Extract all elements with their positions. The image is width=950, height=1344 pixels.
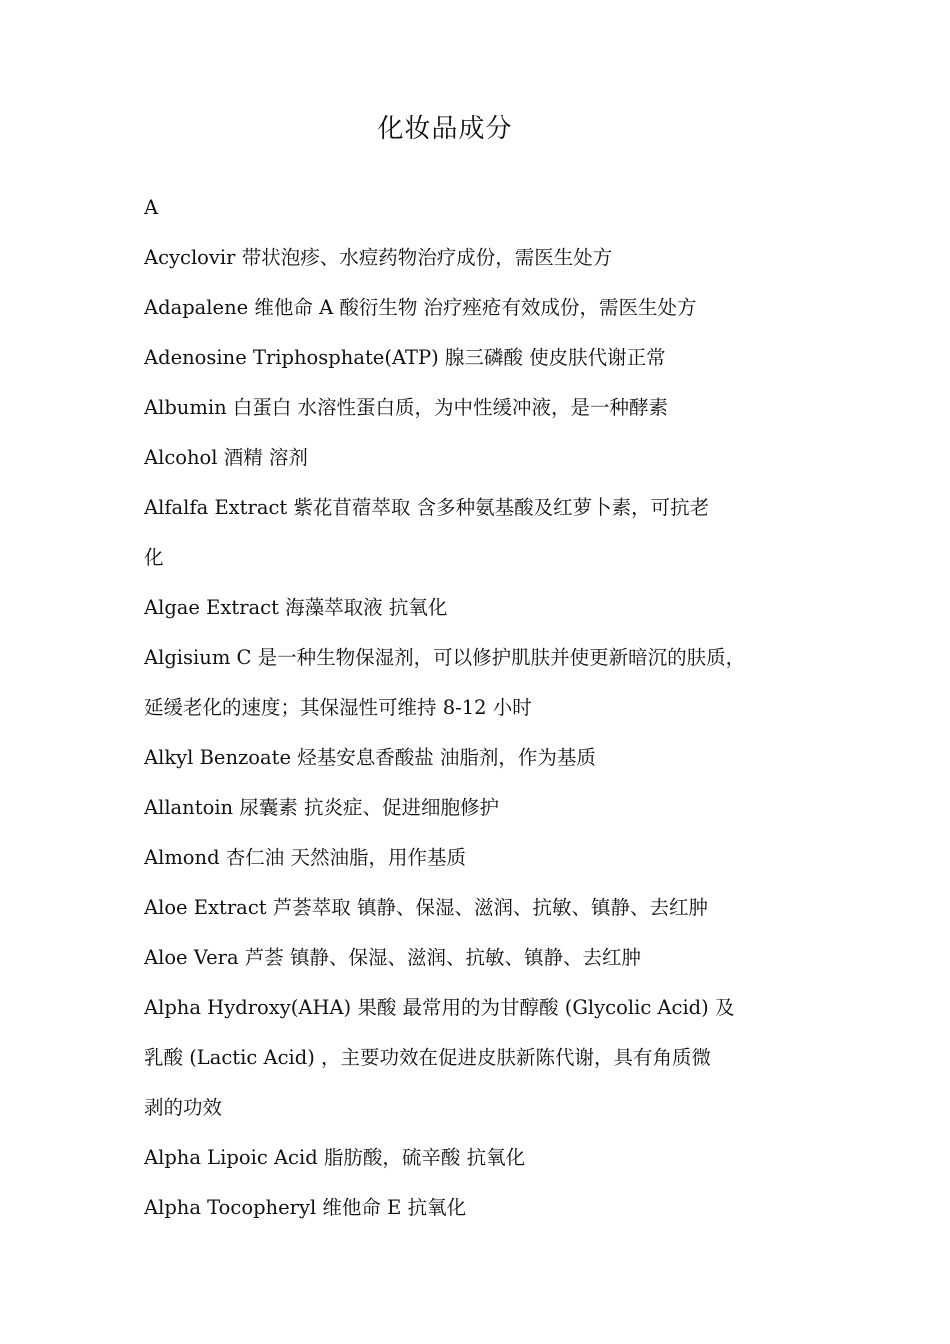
document-body <box>144 191 812 1241</box>
section-letter: A <box>144 196 159 219</box>
entry-line: Alpha Hydroxy(AHA) 果酸 最常用的为甘醇酸 (Glycolic Acid) 及 <box>144 996 735 1019</box>
entry-line: Aloe Extract 芦荟萃取 镇静、保湿、滋润、抗敏、镇静、去红肿 <box>144 896 708 919</box>
entry-line: Alkyl Benzoate 烃基安息香酸盐 油脂剂，作为基质 <box>144 746 596 769</box>
entry-line: Aloe Vera 芦荟 镇静、保湿、滋润、抗敏、镇静、去红肿 <box>144 946 641 969</box>
entry-line: Almond 杏仁油 天然油脂，用作基质 <box>144 846 466 869</box>
entry-line: Alpha Lipoic Acid 脂肪酸，硫辛酸 抗氧化 <box>144 1146 526 1169</box>
entry-line-continuation: 化 <box>144 546 164 569</box>
entry-line-continuation: 乳酸 (Lactic Acid) ，主要功效在促进皮肤新陈代谢，具有角质微 <box>144 1046 712 1069</box>
entry-line: Adenosine Triphosphate(ATP) 腺三磷酸 使皮肤代谢正常 <box>144 346 666 369</box>
entry-line: Algisium C 是一种生物保湿剂，可以修护肌肤并使更新暗沉的肤质， <box>144 646 746 669</box>
entry-line: Alpha Tocopheryl 维他命 E 抗氧化 <box>144 1196 467 1219</box>
entry-line: Albumin 白蛋白 水溶性蛋白质，为中性缓冲液，是一种酵素 <box>144 396 669 419</box>
entry-line: Algae Extract 海藻萃取液 抗氧化 <box>144 596 448 619</box>
entry-line: Alcohol 酒精 溶剂 <box>144 446 308 469</box>
entry-line-continuation: 剥的功效 <box>144 1096 223 1119</box>
entry-line-continuation: 延缓老化的速度；其保湿性可维持 8-12 小时 <box>144 696 532 719</box>
entry-line: Acyclovir 带状泡疹、水痘药物治疗成份，需医生处方 <box>144 246 613 269</box>
entry-line: Alfalfa Extract 紫花苜蓿萃取 含多种氨基酸及红萝卜素，可抗老 <box>144 496 710 519</box>
entry-line: Adapalene 维他命 A 酸衍生物 治疗痤疮有效成份，需医生处方 <box>144 296 697 319</box>
entry-line: Allantoin 尿囊素 抗炎症、促进细胞修护 <box>144 796 500 819</box>
document-title: 化妆品成分 <box>377 114 513 144</box>
